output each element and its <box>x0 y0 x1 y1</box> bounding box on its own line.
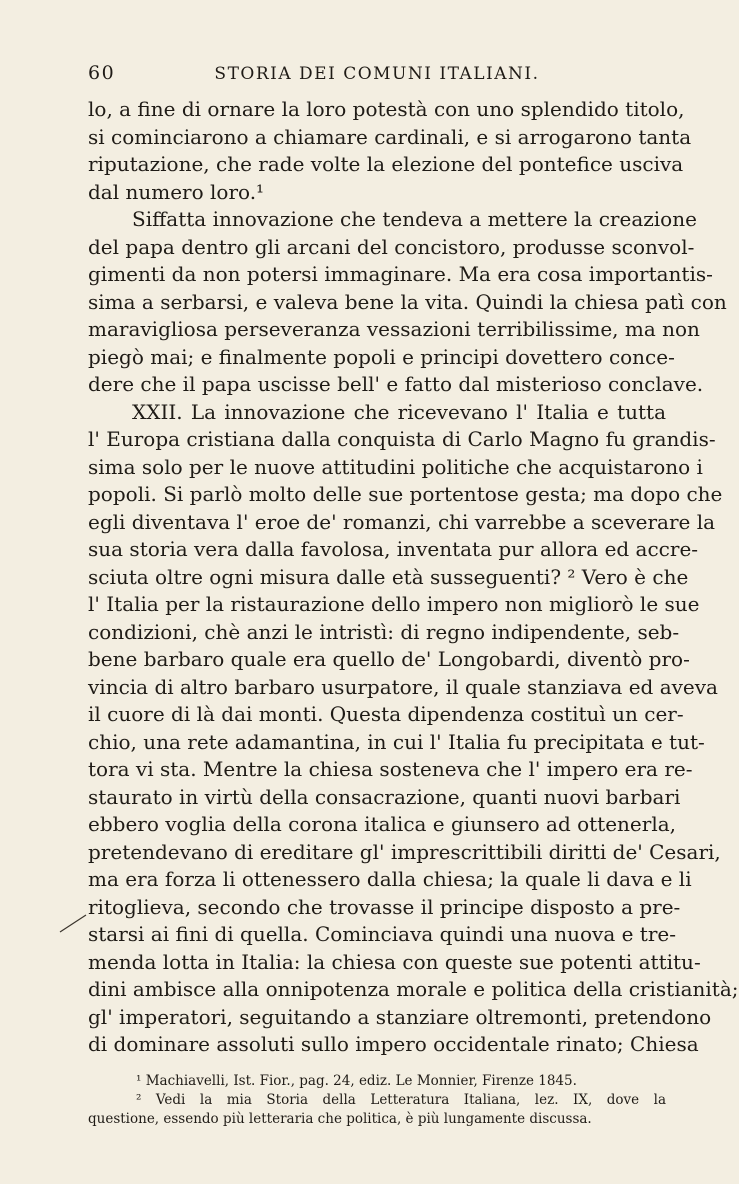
text-line: di dominare assoluti sullo impero occidentale rinato; Chiesa <box>88 1032 699 1056</box>
pencil-margin-mark <box>58 912 88 934</box>
text-line: dini ambisce alla onnipotenza morale e politica della cristianità; <box>88 977 739 1001</box>
text-line: si cominciarono a chiamare cardinali, e si arrogarono tanta <box>88 124 692 149</box>
text-line: gimenti da non potersi immaginare. Ma era cosa importantis- <box>88 262 713 286</box>
text-line: del papa dentro gli arcani del concistoro, produsse sconvol- <box>88 234 695 259</box>
text-line: piegò mai; e finalmente popoli e principi dovettero conce- <box>88 344 675 369</box>
text-line: condizioni, chè anzi le intristì: di regno indipendente, seb- <box>88 619 680 644</box>
text-line: maravigliosa perseveranza vessazioni terribilissime, ma non <box>88 317 700 341</box>
text-line: menda lotta in Italia: la chiesa con queste sue potenti attitu- <box>88 949 701 974</box>
text-line: bene barbaro quale era quello de' Longobardi, diventò pro- <box>88 647 690 671</box>
body-text <box>88 96 739 1059</box>
text-line: dal numero loro.¹ <box>88 179 265 204</box>
text-line: popoli. Si parlò molto delle sue portentose gesta; ma dopo che <box>88 482 723 506</box>
footnote: ² Vedi la mia Storia della Letteratura Italiana, lez. IX, dove la <box>136 1092 666 1108</box>
text-line: sciuta oltre ogni misura dalle età susseguenti? ² Vero è che <box>88 564 689 589</box>
footnote: questione, essendo più letteraria che politica, è più lungamente discussa. <box>88 1111 592 1127</box>
text-line: starsi ai fini di quella. Cominciava quindi una nuova e tre- <box>88 922 676 946</box>
footnote: ¹ Machiavelli, Ist. Fior., pag. 24, ediz. Le Monnier, Firenze 1845. <box>136 1073 577 1089</box>
text-line: egli diventava l' eroe de' romanzi, chi varrebbe a sceverare la <box>88 509 716 534</box>
text-line: ebbero voglia della corona italica e giunsero ad ottenerla, <box>88 812 677 836</box>
footnotes <box>88 1072 666 1129</box>
text-line: dere che il papa uscisse bell' e fatto dal misterioso conclave. <box>88 372 704 396</box>
text-line: lo, a fine di ornare la loro potestà con uno splendido titolo, <box>88 97 685 121</box>
text-line: sima solo per le nuove attitudini politiche che acquistarono i <box>88 454 703 479</box>
text-line: chio, una rete adamantina, in cui l' Italia fu precipitata e tut- <box>88 729 705 754</box>
text-line: pretendevano di ereditare gl' imprescrittibili diritti de' Cesari, <box>88 839 721 864</box>
text-line: riputazione, che rade volte la elezione del pontefice usciva <box>88 152 684 176</box>
page-header <box>88 62 666 90</box>
text-line: staurato in virtù della consacrazione, quanti nuovi barbari <box>88 784 681 809</box>
text-line: vincia di altro barbaro usurpatore, il quale stanziava ed aveva <box>88 674 718 699</box>
text-line: sima a serbarsi, e valeva bene la vita. Quindi la chiesa patì con <box>88 289 727 314</box>
page-number: 60 <box>88 62 116 84</box>
text-line: ritoglieva, secondo che trovasse il principe disposto a pre- <box>88 894 681 919</box>
text-line: XXII. La innovazione che ricevevano l' Italia e tutta <box>132 399 666 424</box>
text-line: Siffatta innovazione che tendeva a mettere la creazione <box>132 207 697 231</box>
running-title: STORIA DEI COMUNI ITALIANI. <box>214 64 540 84</box>
text-line: sua storia vera dalla favolosa, inventata pur allora ed accre- <box>88 537 699 561</box>
text-line: l' Italia per la ristaurazione dello impero non migliorò le sue <box>88 592 700 616</box>
text-line: l' Europa cristiana dalla conquista di Carlo Magno fu grandis- <box>88 427 716 451</box>
text-line: ma era forza li ottenessero dalla chiesa; la quale li dava e li <box>88 867 692 891</box>
text-line: il cuore di là dai monti. Questa dipendenza costituì un cer- <box>88 702 684 726</box>
text-line: tora vi sta. Mentre la chiesa sosteneva che l' impero era re- <box>88 757 693 781</box>
text-line: gl' imperatori, seguitando a stanziare oltremonti, pretendono <box>88 1004 712 1029</box>
